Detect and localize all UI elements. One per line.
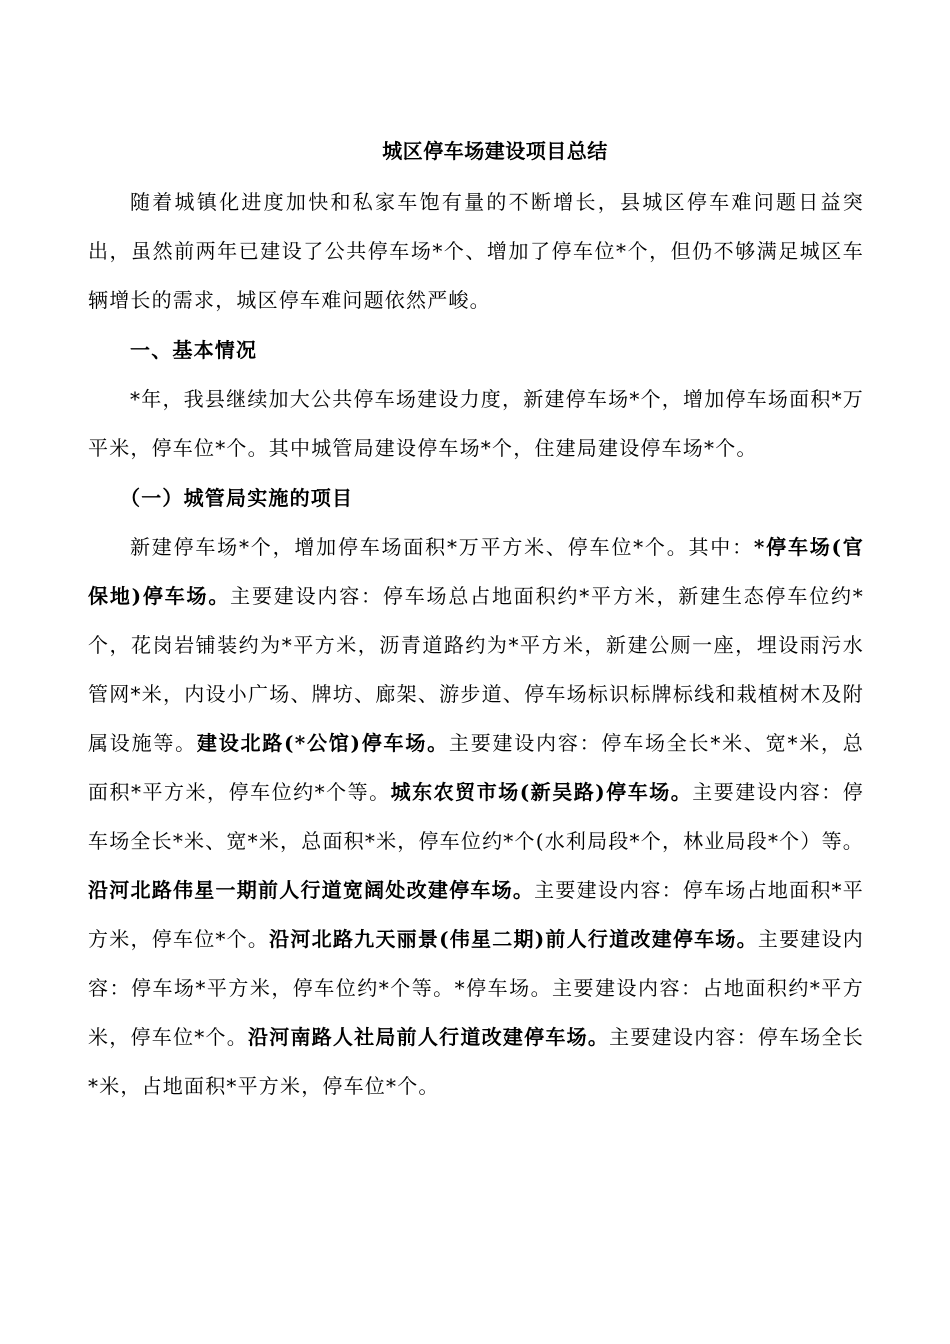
projects-paragraph xyxy=(88,523,864,1111)
section-1-paragraph: *年，我县继续加大公共停车场建设力度，新建停车场*个，增加停车场面积*万平米，停车位*个。其中城管局建设停车场*个，住建局建设停车场*个。 xyxy=(88,387,864,460)
project-6-name: 沿河南路人社局前人行道改建停车场。 xyxy=(247,1025,610,1049)
project-3-text: 主要建设内容：停车场全长*米、宽*米，总面积*米，停车位约*个(水利局段*个，林业局段*个）等。 xyxy=(88,780,865,853)
project-5-name: 沿河北路九天丽景(伟星二期)前人行道改建停车场。 xyxy=(269,927,758,951)
document-title: 城区停车场建设项目总结 xyxy=(382,139,608,163)
subsection-1-heading: （一）城管局实施的项目 xyxy=(120,486,354,510)
project-6-text: 主要建设内容：停车场全长*米，占地面积*平方米，停车位*个。 xyxy=(88,1025,864,1098)
intro-paragraph: 随着城镇化进度加快和私家车饱有量的不断增长，县城区停车难问题日益突出，虽然前两年已建设了公共停车场*个、增加了停车位*个，但仍不够满足城区车辆增长的需求，城区停车难问题依然严峻。 xyxy=(88,190,864,312)
project-5-text: 主要建设内容：停车场*平方米，停车位约*个等。*停车场。主要建设内容：占地面积约*平方米，停车位*个。 xyxy=(88,927,864,1049)
section-1-block xyxy=(88,326,864,473)
project-4-text: 主要建设内容：停车场占地面积*平方米，停车位*个。 xyxy=(88,878,865,951)
project-4-name: 沿河北路伟星一期前人行道宽阔处改建停车场。 xyxy=(88,878,535,902)
section-1-heading: 一、基本情况 xyxy=(130,338,258,362)
project-3-name: 城东农贸市场(新吴路)停车场。 xyxy=(390,780,693,804)
projects-lead: 新建停车场*个，增加停车场面积*万平方米、停车位*个。其中： xyxy=(130,535,754,559)
project-1-text: 主要建设内容：停车场总占地面积约*平方米，新建生态停车位约*个，花岗岩铺装约为*平方米，沥青道路约为*平方米，新建公厕一座，埋设雨污水管网*米，内设小广场、牌坊、廊架、游步道、停车场标识标牌标线和栽植树木及附属设施等。 xyxy=(88,584,864,755)
project-1-name: *停车场(官保地)停车场。 xyxy=(88,535,865,608)
project-2-text: 主要建设内容：停车场全长*米、宽*米，总面积*平方米，停车位约*个等。 xyxy=(88,731,865,804)
subsection-1-block xyxy=(88,474,864,1111)
intro-block xyxy=(88,178,864,325)
project-2-name: 建设北路(*公馆)停车场。 xyxy=(196,731,449,755)
